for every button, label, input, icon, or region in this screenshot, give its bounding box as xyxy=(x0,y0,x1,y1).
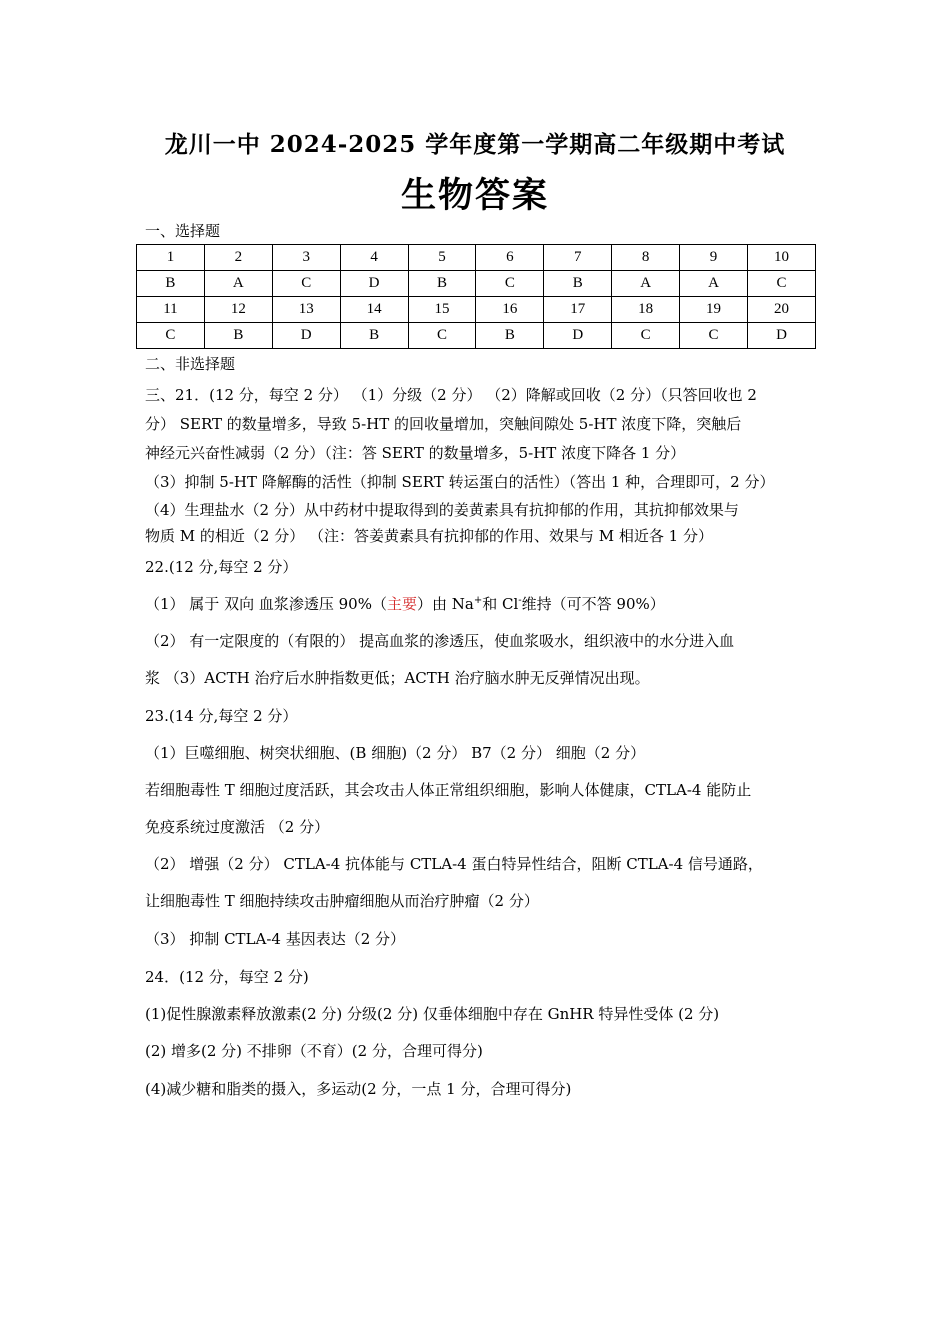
q21-line-5: （4）生理盐水（2 分）从中药材中提取得到的姜黄素具有抗抑郁的作用，其抗抑郁效果与 xyxy=(145,501,739,519)
answer-cell: D xyxy=(748,323,816,349)
answer-cell: D xyxy=(272,323,340,349)
question-number-cell: 9 xyxy=(680,245,748,271)
question-number-cell: 1 xyxy=(137,245,205,271)
question-number-cell: 19 xyxy=(680,297,748,323)
q22-sup-plus: + xyxy=(473,595,483,606)
answer-cell: D xyxy=(340,271,408,297)
q24-line-3: (4)减少糖和脂类的摄入，多运动(2 分，一点 1 分，合理可得分) xyxy=(145,1080,572,1098)
q23-line-2: 若细胞毒性 T 细胞过度活跃，其会攻击人体正常组织细胞，影响人体健康，CTLA-4 能防止 xyxy=(145,781,752,799)
q24-line-2: (2) 增多(2 分) 不排卵（不育）(2 分，合理可得分) xyxy=(145,1042,483,1060)
question-number-cell: 3 xyxy=(272,245,340,271)
question-number-cell: 2 xyxy=(204,245,272,271)
q22-line-1 xyxy=(145,594,815,614)
section2-heading: 二、非选择题 xyxy=(145,355,236,373)
q22-line-1-part-d: 维持（可不答 90%） xyxy=(521,595,665,613)
q22-line-1-part-c: 和 Cl xyxy=(482,595,519,613)
question-number-cell: 20 xyxy=(748,297,816,323)
answer-cell: B xyxy=(340,323,408,349)
q22-emphasis-red: 主要 xyxy=(386,595,417,613)
q22-line-1-part-a: （1） 属于 双向 血浆渗透压 90%（ xyxy=(145,595,387,613)
answer-cell: C xyxy=(680,323,748,349)
q21-line-6: 物质 M 的相近（2 分） （注：答姜黄素具有抗抑郁的作用、效果与 M 相近各 1 分） xyxy=(145,527,713,545)
question-number-cell: 18 xyxy=(612,297,680,323)
q22-sup-minus: - xyxy=(518,595,522,606)
q22-line-2: （2） 有一定限度的（有限的） 提高血浆的渗透压，使血浆吸水，组织液中的水分进入血 xyxy=(145,632,735,650)
question-number-row xyxy=(137,297,816,323)
question-number-cell: 7 xyxy=(544,245,612,271)
answer-cell: B xyxy=(137,271,205,297)
multiple-choice-answer-table xyxy=(136,244,816,349)
q22-line-3: 浆 （3）ACTH 治疗后水肿指数更低；ACTH 治疗脑水肿无反弹情况出现。 xyxy=(145,669,650,687)
q21-line-3: 神经元兴奋性减弱（2 分）（注：答 SERT 的数量增多，5-HT 浓度下降各 1 分） xyxy=(145,444,686,462)
answer-cell: B xyxy=(408,271,476,297)
section1-heading: 一、选择题 xyxy=(145,222,221,240)
answer-cell: A xyxy=(612,271,680,297)
answer-cell: C xyxy=(272,271,340,297)
answer-cell: A xyxy=(680,271,748,297)
question-number-cell: 10 xyxy=(748,245,816,271)
answer-cell: C xyxy=(408,323,476,349)
answer-cell: C xyxy=(748,271,816,297)
answer-cell: B xyxy=(544,271,612,297)
question-number-cell: 13 xyxy=(272,297,340,323)
answer-cell: C xyxy=(612,323,680,349)
q22-line-1-part-b: ）由 Na xyxy=(416,595,474,613)
answer-cell: B xyxy=(204,323,272,349)
q21-line-4: （3）抑制 5-HT 降解酶的活性（抑制 SERT 转运蛋白的活性）（答出 1 种，合理即可，2 分） xyxy=(145,473,775,491)
answer-cell: A xyxy=(204,271,272,297)
question-number-cell: 6 xyxy=(476,245,544,271)
exam-subtitle: 生物答案 xyxy=(400,175,549,216)
question-number-cell: 14 xyxy=(340,297,408,323)
q24-line-1: (1)促性腺激素释放激素(2 分) 分级(2 分) 仅垂体细胞中存在 GnHR 特异性受体 (2 分) xyxy=(145,1005,720,1023)
q23-line-5: 让细胞毒性 T 细胞持续攻击肿瘤细胞从而治疗肿瘤（2 分） xyxy=(145,892,539,910)
q23-line-1: （1）巨噬细胞、树突状细胞、(B 细胞)（2 分） B7（2 分） 细胞（2 分） xyxy=(145,744,646,762)
question-number-cell: 8 xyxy=(612,245,680,271)
answer-row xyxy=(137,271,816,297)
answer-row xyxy=(137,323,816,349)
q24-heading: 24．(12 分，每空 2 分) xyxy=(145,968,309,986)
q23-line-6: （3） 抑制 CTLA-4 基因表达（2 分） xyxy=(145,930,406,948)
exam-title: 龙川一中 2024-2025 学年度第一学期高二年级期中考试 xyxy=(164,131,786,158)
answer-cell: C xyxy=(137,323,205,349)
question-number-cell: 4 xyxy=(340,245,408,271)
question-number-row xyxy=(137,245,816,271)
question-number-cell: 15 xyxy=(408,297,476,323)
question-number-cell: 11 xyxy=(137,297,205,323)
q23-line-3: 免疫系统过度激活 （2 分） xyxy=(145,818,330,836)
q23-line-4: （2） 增强（2 分） CTLA-4 抗体能与 CTLA-4 蛋白特异性结合，阻断 CTLA-4 信号通路， xyxy=(145,855,763,873)
q22-heading: 22.(12 分,每空 2 分） xyxy=(145,558,298,576)
question-number-cell: 5 xyxy=(408,245,476,271)
q21-line-2: 分） SERT 的数量增多，导致 5-HT 的回收量增加，突触间隙处 5-HT 浓度下降，突触后 xyxy=(145,415,742,433)
answer-cell: C xyxy=(476,271,544,297)
q21-line-1: 三、21．(12 分，每空 2 分） （1）分级（2 分） （2）降解或回收（2 分）（只答回收也 2 xyxy=(145,386,757,404)
q23-heading: 23.(14 分,每空 2 分） xyxy=(145,707,298,725)
question-number-cell: 12 xyxy=(204,297,272,323)
question-number-cell: 16 xyxy=(476,297,544,323)
question-number-cell: 17 xyxy=(544,297,612,323)
answer-cell: B xyxy=(476,323,544,349)
answer-cell: D xyxy=(544,323,612,349)
